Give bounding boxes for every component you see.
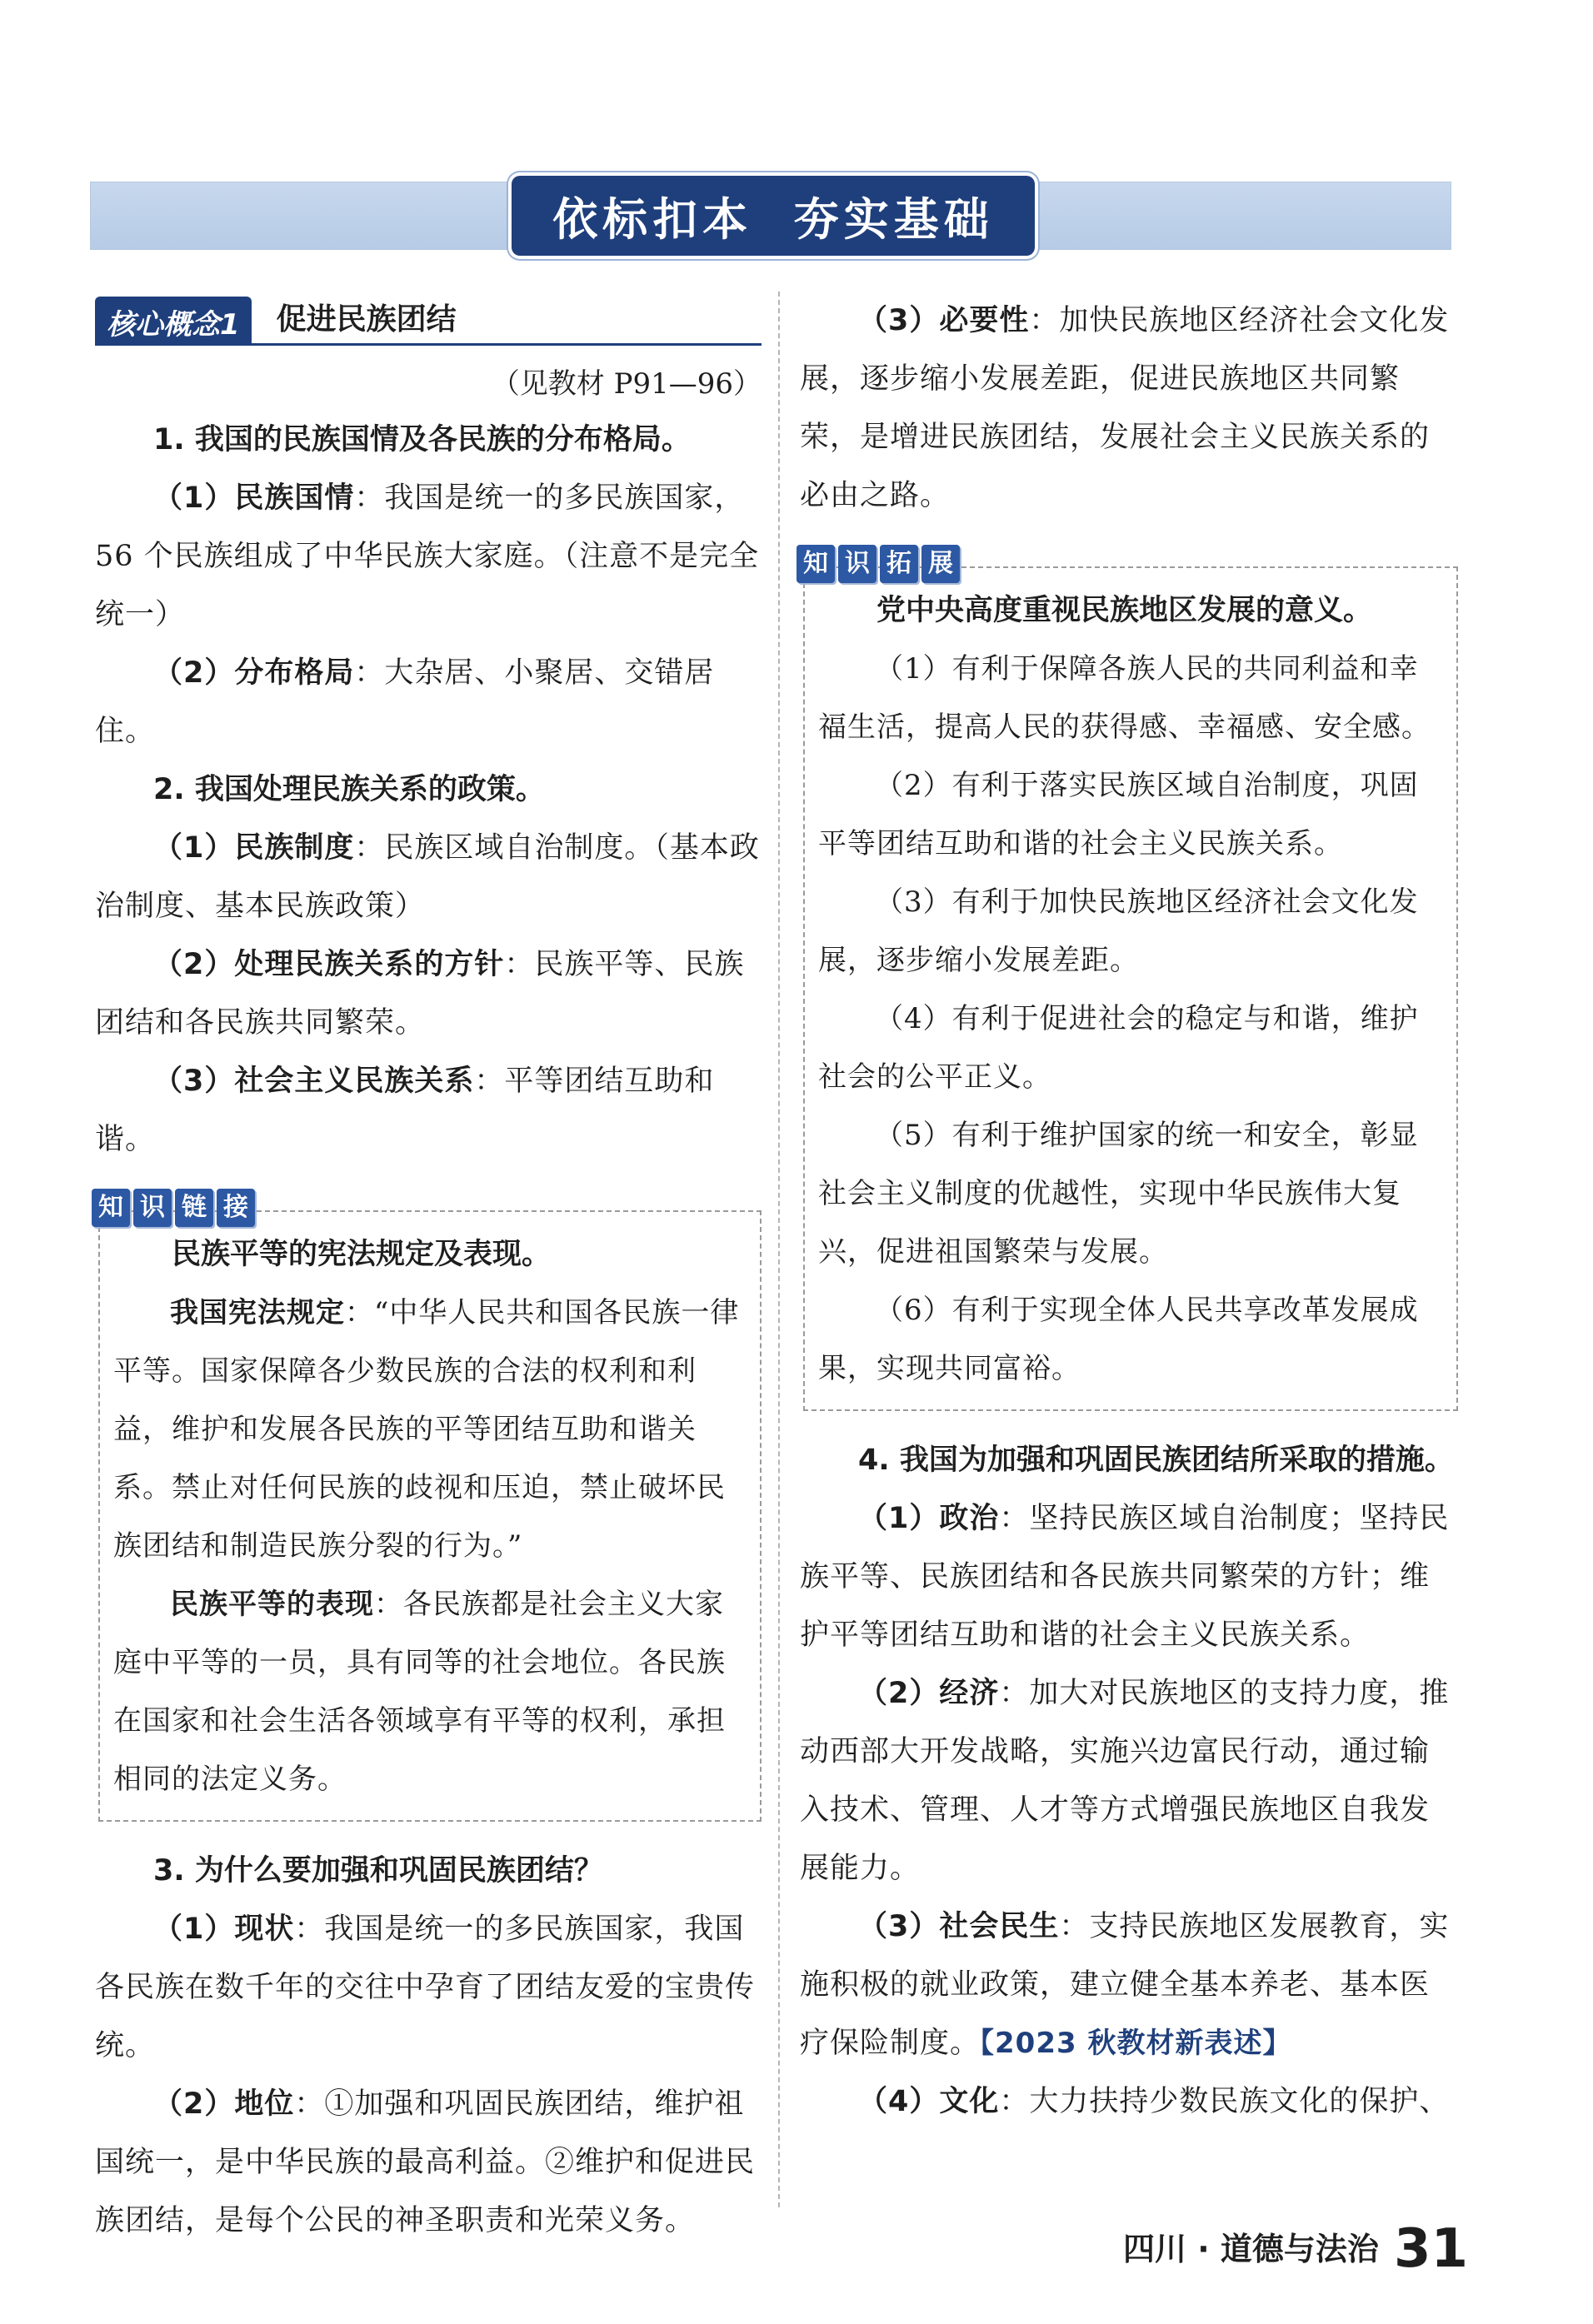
knowledge-link-box [98,1193,762,1822]
section-2-heading: 2. 我国处理民族关系的政策。 [153,773,545,806]
constitution-provision: 我国宪法规定：“中华人民共和国各民族一律平等。国家保障各少数民族的合法的权利和利益，维护和发展各民族的平等团结互助和谐关系。禁止对任何民族的歧视和压迫，禁止破坏民族团结和制造民族分裂的行为。” [113,1296,740,1563]
left-column [95,292,762,2250]
section-banner [90,182,1451,250]
knowledge-extension-heading: 党中央高度重视民族地区发展的意义。 [876,594,1373,627]
section-1-item-1: （1）民族国情：我国是统一的多民族国家，56 个民族组成了中华民族大家庭。（注意不是完全统一） [95,481,760,631]
section-3-item-1: （1）现状：我国是统一的多民族国家，我国各民族在数千年的交往中孕育了团结友爱的宝贵传统。 [95,1913,756,2062]
section-4-item-2: （2）经济：加大对民族地区的支持力度，推动西部大开发战略，实施兴边富民行动，通过输入技术、管理、人才等方式增强民族地区自我发展能力。 [800,1677,1450,1885]
column-divider [778,292,780,2207]
section-2-item-1: （1）民族制度：民族区域自治制度。（基本政治制度、基本民族政策） [95,831,760,923]
banner-plate [512,176,1035,256]
page-footer [1123,2218,1468,2280]
extension-item: （1）有利于保障各族人民的共同利益和幸福生活，提高人民的获得感、幸福感、安全感。 [818,652,1431,744]
concept-header [95,292,762,346]
knowledge-link-tag: 知 识 链 接 [92,1189,255,1227]
section-4-item-4: （4）文化：大力扶持少数民族文化的保护、 [858,2085,1450,2118]
section-2-item-3: （3）社会主义民族关系：平等团结互助和谐。 [95,1065,715,1156]
concept-title: 促进民族团结 [276,302,457,337]
new-edition-tag: 【2023 秋教材新表述】 [980,2027,1292,2060]
knowledge-extension-tag: 知 识 拓 展 [796,545,960,583]
banner-title: 依标扣本 夯实基础 [552,192,994,246]
knowledge-extension-box [803,549,1458,1411]
right-column [800,292,1458,2131]
extension-item: （6）有利于实现全体人民共享改革发展成果，实现共同富裕。 [818,1294,1419,1385]
section-4-heading: 4. 我国为加强和巩固民族团结所采取的措施。 [858,1444,1454,1477]
concept-tag: 核心概念1 [95,297,252,346]
section-4-item-3: （3）社会民生：支持民族地区发展教育，实施积极的就业政策，建立健全基本养老、基本医疗保险制度。【2023 秋教材新表述】 [800,1910,1450,2060]
extension-item: （5）有利于维护国家的统一和安全，彰显社会主义制度的优越性，实现中华民族伟大复兴，促进祖国繁荣与发展。 [818,1119,1419,1269]
extension-item: （4）有利于促进社会的稳定与和谐，维护社会的公平正义。 [818,1002,1419,1094]
section-4-item-1: （1）政治：坚持民族区域自治制度；坚持民族平等、民族团结和各民族共同繁荣的方针；维护平等团结互助和谐的社会主义民族关系。 [800,1502,1450,1652]
section-3-item-3: （3）必要性：加快民族地区经济社会文化发展，逐步缩小发展差距，促进民族地区共同繁荣，是增进民族团结，发展社会主义民族关系的必由之路。 [800,304,1450,512]
knowledge-link-heading: 民族平等的宪法规定及表现。 [172,1238,552,1271]
textbook-reference: （见教材 P91—96） [491,367,762,401]
footer-label: 四川 · 道德与法治 [1123,2231,1379,2267]
section-1-item-2: （2）分布格局：大杂居、小聚居、交错居住。 [95,656,715,748]
section-3-heading: 3. 为什么要加强和巩固民族团结？ [153,1854,603,1888]
section-3-item-2: （2）地位：①加强和巩固民族团结，维护祖国统一，是中华民族的最高利益。②维护和促进民族团结，是每个公民的神圣职责和光荣义务。 [95,2087,756,2237]
section-2-item-2: （2）处理民族关系的方针：民族平等、民族团结和各民族共同繁荣。 [95,948,745,1040]
equality-manifestation: 民族平等的表现：各民族都是社会主义大家庭中平等的一员，具有同等的社会地位。各民族在国家和社会生活各领域享有平等的权利，承担相同的法定义务。 [113,1588,726,1796]
section-1-heading: 1. 我国的民族国情及各民族的分布格局。 [153,423,691,456]
extension-item: （2）有利于落实民族区域自治制度，巩固平等团结互助和谐的社会主义民族关系。 [818,769,1419,860]
page-number: 31 [1393,2218,1468,2280]
extension-item: （3）有利于加快民族地区经济社会文化发展，逐步缩小发展差距。 [818,885,1419,977]
